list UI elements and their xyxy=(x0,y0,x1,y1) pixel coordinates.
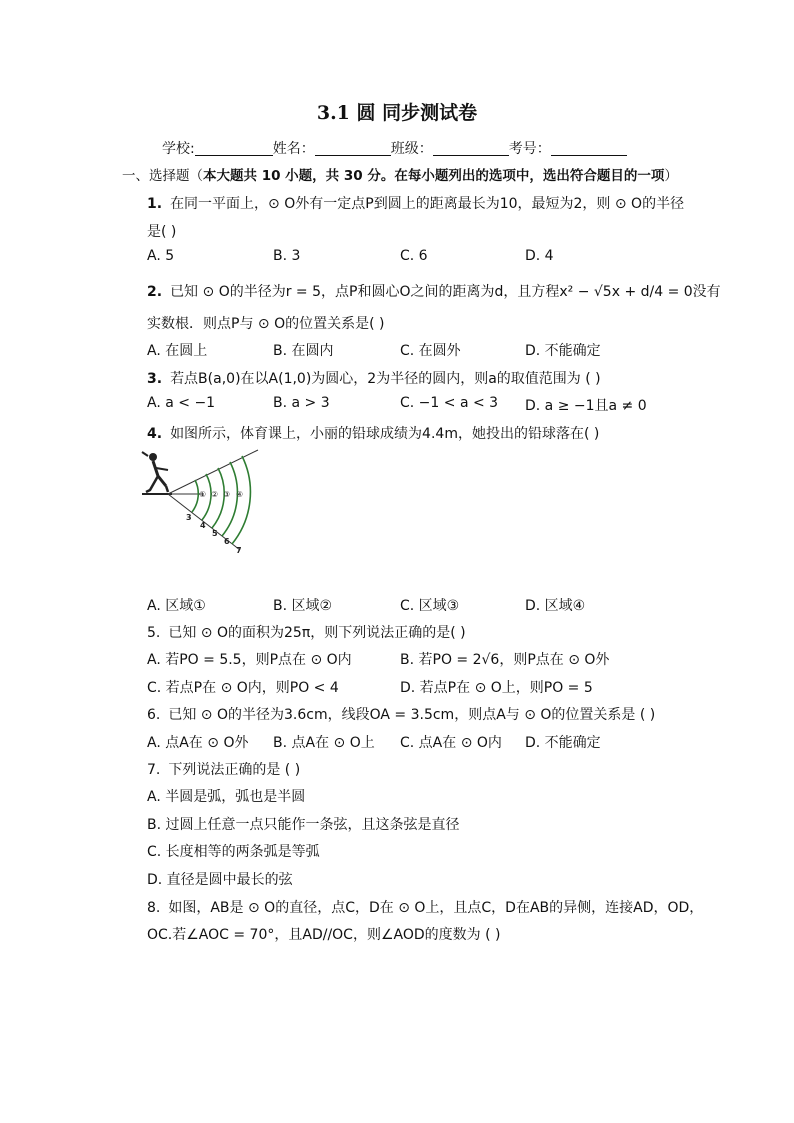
option-5a[interactable]: A. 若PO = 5.5，则P点在 ⊙ O内 xyxy=(147,652,352,668)
school-blank[interactable] xyxy=(195,141,273,156)
option-5b[interactable]: B. 若PO = 2√6，则P点在 ⊙ O外 xyxy=(400,652,610,668)
section-heading: 一、选择题（本大题共 10 小题，共 30 分。在每小题列出的选项中，选出符合题目的一项） xyxy=(122,168,678,184)
question-8: 8. 如图，AB是 ⊙ O的直径，点C，D在 ⊙ O上，且点C，D在AB的异侧，连接AD，OD， xyxy=(147,900,704,916)
option-1a[interactable]: A. 5 xyxy=(147,248,175,264)
option-3a[interactable]: A. a < −1 xyxy=(147,395,216,411)
option-1b[interactable]: B. 3 xyxy=(273,248,301,264)
question-1: 1. 在同一平面上，⊙ O外有一定点P到圆上的距离最长为10，最短为2，则 ⊙ O的半径 xyxy=(147,196,685,212)
question-6: 6. 已知 ⊙ O的半径为3.6cm，线段OA = 3.5cm，则点A与 ⊙ O的位置关系是 ( ) xyxy=(147,707,656,723)
question-8-line2: OC.若∠AOC = 70°，且AD//OC，则∠AOD的度数为 ( ) xyxy=(147,927,501,943)
name-blank[interactable] xyxy=(315,141,391,156)
exam-no-label: 考号： xyxy=(508,141,551,157)
option-5c[interactable]: C. 若点P在 ⊙ O内，则PO < 4 xyxy=(147,680,339,696)
name-label: 姓名： xyxy=(272,141,315,157)
region-label-2: ② xyxy=(211,490,219,499)
option-4c[interactable]: C. 区域③ xyxy=(400,598,460,614)
option-4d[interactable]: D. 区域④ xyxy=(525,598,586,614)
class-blank[interactable] xyxy=(433,141,509,156)
distance-label-5: 5 xyxy=(212,529,218,538)
distance-label-7: 7 xyxy=(236,546,242,555)
class-label: 班级： xyxy=(390,141,433,157)
region-arcs xyxy=(192,456,250,544)
question-2-line2: 实数根．则点P与 ⊙ O的位置关系是( ) xyxy=(147,316,385,332)
option-6d[interactable]: D. 不能确定 xyxy=(525,735,601,751)
option-2a[interactable]: A. 在圆上 xyxy=(147,343,208,359)
student-info-line xyxy=(162,138,627,158)
option-7d[interactable]: D. 直径是圆中最长的弦 xyxy=(147,872,293,888)
option-6b[interactable]: B. 点A在 ⊙ O上 xyxy=(273,735,375,751)
option-2b[interactable]: B. 在圆内 xyxy=(273,343,334,359)
shot-put-figure xyxy=(140,446,270,558)
question-2: 2. 已知 ⊙ O的半径为r = 5，点P和圆心O之间的距离为d，且方程x² − √5x + d/4 = 0没有 xyxy=(147,284,721,300)
question-7: 7. 下列说法正确的是 ( ) xyxy=(147,762,301,778)
option-4b[interactable]: B. 区域② xyxy=(273,598,333,614)
distance-label-6: 6 xyxy=(224,537,230,546)
distance-label-3: 3 xyxy=(186,513,192,522)
option-6a[interactable]: A. 点A在 ⊙ O外 xyxy=(147,735,249,751)
option-3b[interactable]: B. a > 3 xyxy=(273,395,330,411)
region-label-1: ① xyxy=(199,490,207,499)
option-5d[interactable]: D. 若点P在 ⊙ O上，则PO = 5 xyxy=(400,680,593,696)
question-4: 4. 如图所示，体育课上，小丽的铅球成绩为4.4m，她投出的铅球落在( ) xyxy=(147,426,600,442)
option-7c[interactable]: C. 长度相等的两条弧是等弧 xyxy=(147,844,320,860)
page-title: 3.1 圆 同步测试卷 xyxy=(316,102,478,124)
option-6c[interactable]: C. 点A在 ⊙ O内 xyxy=(400,735,502,751)
distance-label-4: 4 xyxy=(200,521,206,530)
question-5: 5. 已知 ⊙ O的面积为25π，则下列说法正确的是( ) xyxy=(147,625,466,641)
region-label-4: ④ xyxy=(236,490,244,499)
option-1d[interactable]: D. 4 xyxy=(525,248,554,264)
question-3: 3. 若点B(a,0)在以A(1,0)为圆心，2为半径的圆内，则a的取值范围为 ( ) xyxy=(147,371,601,387)
question-1-line2: 是( ) xyxy=(147,224,177,240)
option-1c[interactable]: C. 6 xyxy=(400,248,428,264)
option-2c[interactable]: C. 在圆外 xyxy=(400,343,461,359)
option-7a[interactable]: A. 半圆是弧，弧也是半圆 xyxy=(147,789,306,805)
thrower-icon xyxy=(142,452,172,494)
region-label-3: ③ xyxy=(223,490,231,499)
option-2d[interactable]: D. 不能确定 xyxy=(525,343,601,359)
option-3d[interactable]: D. a ≥ −1且a ≠ 0 xyxy=(525,398,647,414)
option-7b[interactable]: B. 过圆上任意一点只能作一条弦，且这条弦是直径 xyxy=(147,817,460,833)
option-4a[interactable]: A. 区域① xyxy=(147,598,206,614)
exam-no-blank[interactable] xyxy=(551,141,627,156)
school-label: 学校: xyxy=(162,141,195,157)
option-3c[interactable]: C. −1 < a < 3 xyxy=(400,395,499,411)
